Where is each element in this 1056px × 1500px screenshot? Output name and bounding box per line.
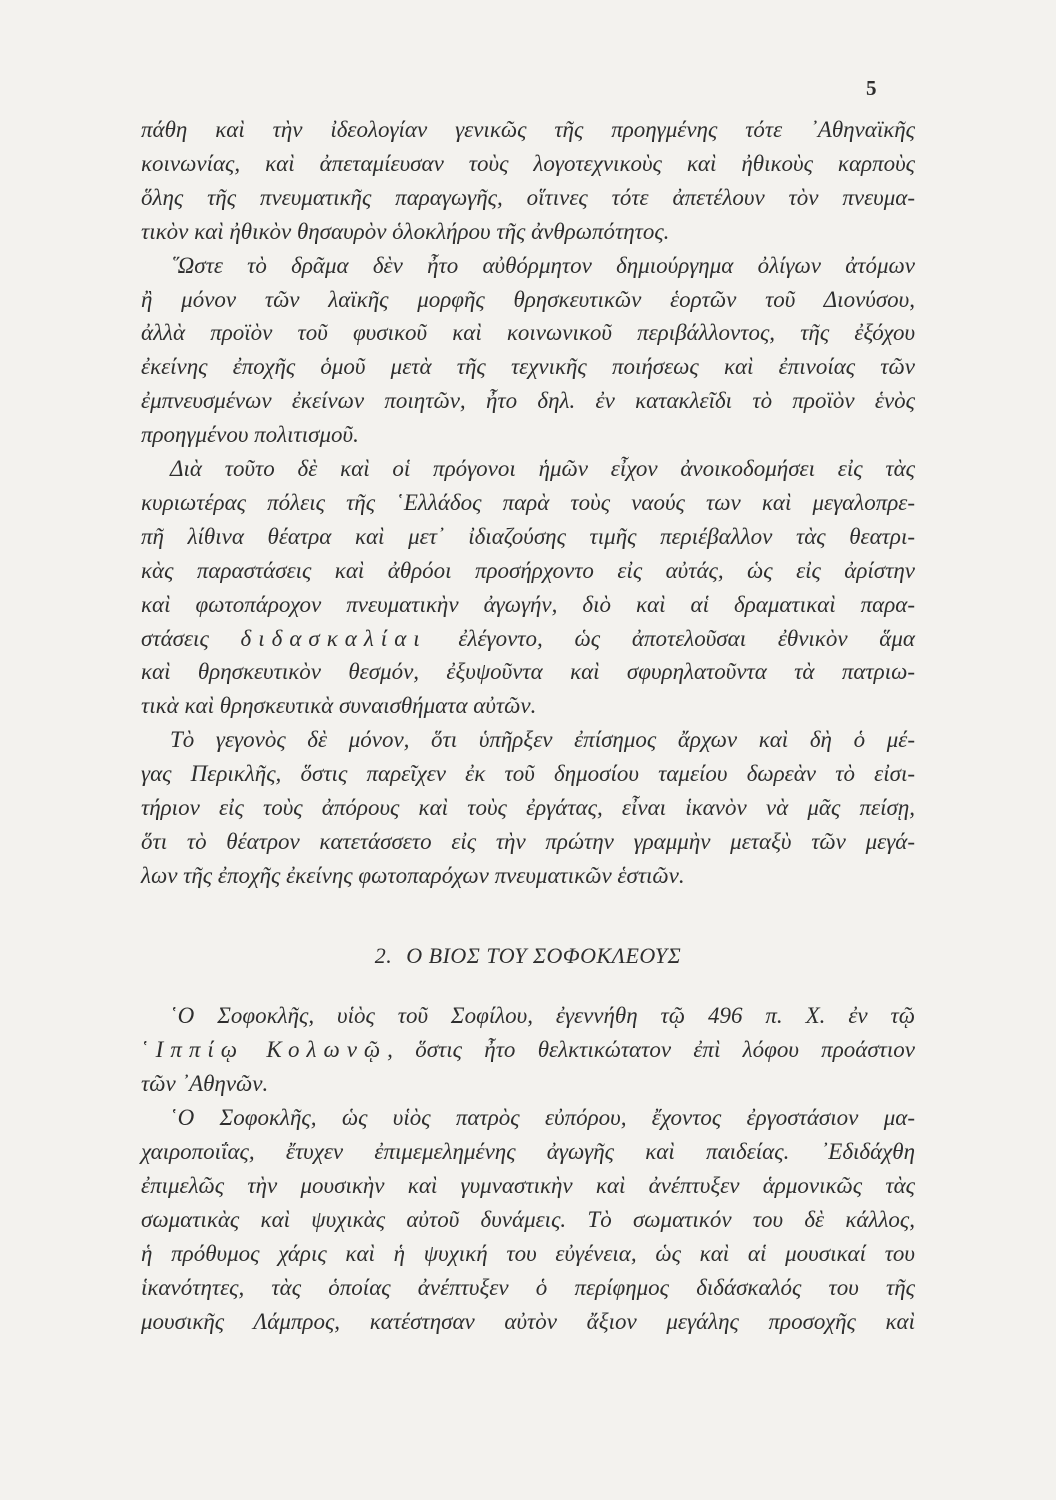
text-line bbox=[170, 1001, 915, 1031]
text-segment: ἡ πρόθυμος χάρις καὶ ἡ ψυχική του εὐγένεια, ὡς καὶ αἱ μουσικαί του bbox=[141, 1241, 915, 1266]
text-line bbox=[141, 759, 915, 789]
spaced-word: Κολωνῷ bbox=[266, 1037, 388, 1062]
text-line bbox=[141, 217, 915, 247]
text-line bbox=[141, 1035, 915, 1065]
text-line bbox=[141, 1205, 915, 1235]
text-line bbox=[141, 556, 915, 586]
text-segment: ἐκείνης ἐποχῆς ὁμοῦ μετὰ τῆς τεχνικῆς ποιήσεως καὶ ἐπινοίας τῶν bbox=[141, 354, 915, 380]
text-segment: ἢ μόνον τῶν λαϊκῆς μορφῆς θρησκευτικῶν ἑορτῶν τοῦ Διονύσου, bbox=[141, 286, 915, 312]
text-line bbox=[141, 827, 915, 857]
text-line bbox=[141, 1137, 915, 1167]
text-segment: ῞Ωστε τὸ δρᾶμα δὲν ἦτο αὐθόρμητον δημιούργημα ὀλίγων ἀτόμων bbox=[170, 252, 915, 278]
text-segment: ἐλέγοντο, ὡς ἀποτελοῦσαι ἐθνικὸν ἅμα bbox=[426, 625, 915, 651]
text-segment: πῆ λίθινα θέατρα καὶ μετ᾿ ἰδιαζούσης τιμῆς περιέβαλλον τὰς θεατρι- bbox=[141, 523, 915, 549]
text-line bbox=[141, 1273, 915, 1303]
text-line bbox=[141, 420, 915, 450]
text-segment: κοινωνίας, καὶ ἀπεταμίευσαν τοὺς λογοτεχνικοὺς καὶ ἠθικοὺς καρποὺς bbox=[141, 150, 915, 176]
text-segment: πάθη καὶ τὴν ἰδεολογίαν γενικῶς τῆς προηγμένης τότε ᾿Αθηναϊκῆς bbox=[141, 117, 915, 142]
text-segment: σωματικὰς καὶ ψυχικὰς αὐτοῦ δυνάμεις. Τὸ σωματικόν του δὲ κάλλος, bbox=[141, 1207, 915, 1232]
text-segment: ῾Ο Σοφοκλῆς, υἱὸς τοῦ Σοφίλου, ἐγεννήθη τῷ 496 π. Χ. ἐν τῷ bbox=[170, 1003, 915, 1028]
text-line bbox=[170, 1103, 915, 1133]
text-segment: τήριον εἰς τοὺς ἀπόρους καὶ τοὺς ἐργάτας, εἶναι ἱκανὸν νὰ μᾶς πείσῃ, bbox=[141, 795, 915, 820]
text-line bbox=[170, 725, 915, 755]
page-number: 5 bbox=[866, 76, 877, 100]
text-line bbox=[141, 386, 915, 416]
text-segment bbox=[244, 1037, 266, 1062]
text-segment: προηγμένου πολιτισμοῦ. bbox=[141, 422, 359, 448]
text-line bbox=[170, 454, 915, 484]
text-segment: τῶν ᾿Αθηνῶν. bbox=[141, 1071, 269, 1096]
text-segment: στάσεις bbox=[141, 625, 241, 651]
text-segment: τικὸν καὶ ἠθικὸν θησαυρὸν ὁλοκλήρου τῆς ἀνθρωπότητος. bbox=[141, 218, 670, 244]
section-title: Ο ΒΙΟΣ ΤΟΥ ΣΟΦΟΚΛΕΟΥΣ bbox=[406, 943, 682, 968]
text-line bbox=[141, 115, 915, 145]
text-line bbox=[141, 1239, 915, 1269]
text-line bbox=[141, 793, 915, 823]
text-line bbox=[141, 318, 915, 348]
spaced-word: διδασκαλίαι bbox=[240, 625, 427, 651]
text-segment: τικὰ καὶ θρησκευτικὰ συναισθήματα αὐτῶν. bbox=[141, 693, 537, 719]
text-line bbox=[141, 488, 915, 518]
text-line bbox=[141, 1171, 915, 1201]
text-segment: ἐπιμελῶς τὴν μουσικὴν καὶ γυμναστικὴν καὶ ἀνέπτυξεν ἁρμονικῶς τὰς bbox=[141, 1173, 915, 1198]
text-line bbox=[141, 522, 915, 552]
text-line bbox=[141, 183, 915, 213]
text-line bbox=[141, 352, 915, 382]
text-line bbox=[141, 691, 915, 721]
text-segment: χαιροποιΐας, ἔτυχεν ἐπιμεμελημένης ἀγωγῆς καὶ παιδείας. ᾿Εδιδάχθη bbox=[141, 1139, 915, 1164]
text-segment: καὶ θρησκευτικὸν θεσμόν, ἐξυψοῦντα καὶ σφυρηλατοῦντα τὰ πατριω- bbox=[141, 659, 915, 685]
text-segment: ῾Ο Σοφοκλῆς, ὡς υἱὸς πατρὸς εὐπόρου, ἔχοντος ἐργοστάσιον μα- bbox=[170, 1105, 915, 1130]
text-line bbox=[141, 861, 915, 891]
text-segment: κυριωτέρας πόλεις τῆς ῾Ελλάδος παρὰ τοὺς ναούς των καὶ μεγαλοπρε- bbox=[141, 489, 915, 515]
text-line bbox=[141, 657, 915, 687]
text-segment: , ὅστις ἦτο θελκτικώτατον ἐπὶ λόφου προάστιον bbox=[387, 1037, 915, 1062]
spaced-word: ῾Ιππίῳ bbox=[141, 1037, 244, 1062]
text-segment: Διὰ τοῦτο δὲ καὶ οἱ πρόγονοι ἡμῶν εἶχον ἀνοικοδομήσει εἰς τὰς bbox=[170, 456, 915, 481]
section-heading bbox=[0, 943, 1056, 969]
text-segment: κὰς παραστάσεις καὶ ἀθρόοι προσήρχοντο εἰς αὐτάς, ὡς εἰς ἀρίστην bbox=[141, 557, 915, 583]
text-segment: ὅλης τῆς πνευματικῆς παραγωγῆς, οἵτινες τότε ἀπετέλουν τὸν πνευμα- bbox=[141, 184, 915, 210]
text-segment: ὅτι τὸ θέατρον κατετάσσετο εἰς τὴν πρώτην γραμμὴν μεταξὺ τῶν μεγά- bbox=[141, 828, 915, 854]
text-line bbox=[170, 251, 915, 281]
text-segment: Τὸ γεγονὸς δὲ μόνον, ὅτι ὑπῆρξεν ἐπίσημος ἄρχων καὶ δὴ ὁ μέ- bbox=[170, 727, 915, 753]
section-number: 2. bbox=[374, 943, 393, 968]
text-line bbox=[141, 149, 915, 179]
text-line bbox=[141, 285, 915, 315]
text-segment: λων τῆς ἐποχῆς ἐκείνης φωτοπαρόχων πνευματικῶν ἑστιῶν. bbox=[141, 862, 685, 888]
text-segment: μουσικῆς Λάμπρος, κατέστησαν αὐτὸν ἄξιον μεγάλης προσοχῆς καὶ bbox=[141, 1309, 915, 1334]
text-line bbox=[141, 624, 915, 654]
text-segment: ἱκανότητες, τὰς ὁποίας ἀνέπτυξεν ὁ περίφημος διδάσκαλός του τῆς bbox=[141, 1275, 915, 1300]
text-segment: ἐμπνευσμένων ἐκείνων ποιητῶν, ἦτο δηλ. ἐν κατακλεῖδι τὸ προϊὸν ἑνὸς bbox=[141, 388, 915, 414]
text-segment: ἀλλὰ προϊὸν τοῦ φυσικοῦ καὶ κοινωνικοῦ περιβάλλοντος, τῆς ἐξόχου bbox=[141, 320, 915, 346]
text-segment: γας Περικλῆς, ὅστις παρεῖχεν ἐκ τοῦ δημοσίου ταμείου δωρεὰν τὸ εἰσι- bbox=[141, 761, 915, 787]
text-line bbox=[141, 1069, 915, 1099]
text-line bbox=[141, 1307, 915, 1337]
text-line bbox=[141, 590, 915, 620]
text-segment: καὶ φωτοπάροχον πνευματικὴν ἀγωγήν, διὸ καὶ αἱ δραματικαὶ παρα- bbox=[141, 591, 915, 617]
